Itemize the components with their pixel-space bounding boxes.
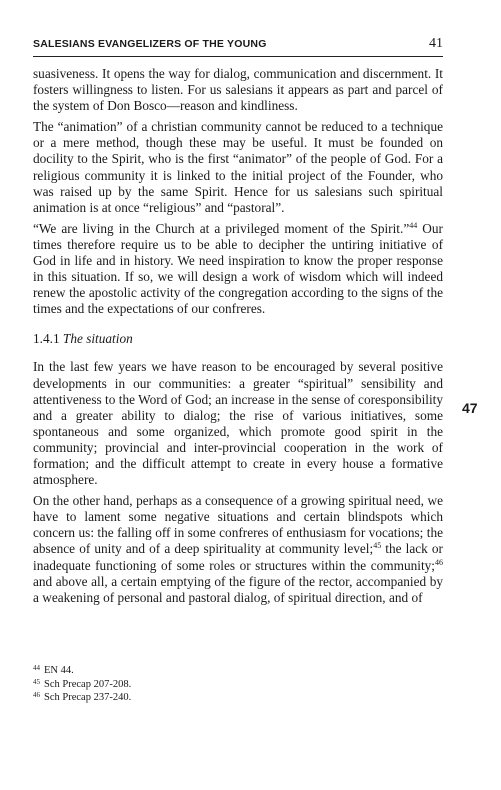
page-body: [33, 66, 443, 611]
footnote-text: Sch Precap 237-240.: [44, 692, 132, 703]
paragraph-3-rest: Our times therefore require us to be able to decipher the untiring initiative of God in life and in history. We need inspiration to know the proper response in this situation. If so, we will design a work of wisdom which will indeed renew the apostolic activity of the congregation according to the signs of the times and the expectations of our confreres.: [33, 220, 443, 317]
footnote-text: EN 44.: [44, 665, 74, 676]
footnote: [33, 678, 443, 692]
page-number: 41: [429, 36, 443, 51]
paragraph-5-part-b: the lack or inadequate functioning of some roles or structures within the community;: [33, 541, 443, 573]
footnote-text: Sch Precap 207-208.: [44, 678, 132, 690]
paragraph-1: suasiveness. It opens the way for dialog, communication and discernment. It fosters willingness to listen. For us salesians it appears as part and parcel of the system of Don Bosco—reason and kindliness.: [33, 66, 443, 114]
footnote-number: 44: [33, 664, 40, 672]
paragraph-5-part-c: and above all, a certain emptying of the figure of the rector, accompanied by a weakening of personal and pastoral dialog, of spiritual direction, and of: [33, 573, 443, 605]
footnotes: [33, 664, 443, 705]
paragraph-2: The “animation” of a christian community cannot be reduced to a technique or a mere method, though these may be useful. It must be founded on docility to the Spirit, who is the first “animator” of the people of God. For a religious community it is linked to the initial project of the Founder, who was raised up by the same Spirit. Hence for us salesians such spiritual animation is at once “religious” and “pastoral”.: [33, 119, 443, 215]
margin-number: 47: [462, 400, 478, 416]
footnote: [33, 664, 443, 678]
footnote-number: 46: [33, 691, 40, 699]
paragraph-5: [33, 493, 443, 606]
page-header: [33, 36, 443, 57]
quote-text: “We are living in the Church at a privileged moment of the Spirit.”: [33, 220, 410, 236]
paragraph-5-part-a: On the other hand, perhaps as a consequence of a growing spiritual need, we have to lament some negative situations and certain blindspots which concern us: the falling off in some confreres of enthusiasm for vocations; the absence of unity and of a deep spirituality at community level;: [33, 493, 443, 557]
running-head: SALESIANS EVANGELIZERS OF THE YOUNG: [33, 38, 267, 50]
section-number: 1.4.1: [33, 331, 60, 347]
section-title: The situation: [62, 331, 133, 347]
footnote-number: 45: [33, 677, 40, 686]
footnote-ref-44: 44: [409, 220, 418, 230]
footnote-ref-46: 46: [435, 557, 443, 567]
paragraph-3: [33, 221, 443, 318]
footnote-ref-45: 45: [373, 541, 382, 551]
footnote: [33, 691, 443, 705]
paragraph-4: In the last few years we have reason to be encouraged by several positive developments in our communities: a greater “spiritual” sensibility and attentiveness to the Word of God; an increase in the sense of coresponsibility and a greater ability to dialog; the rise of various initiatives, some spontaneous and some organized, which promote good spirit in the community; provincial and inter-provincial cooperation in the work of formation; and the difficult attempt to create in every house a formative atmosphere.: [33, 359, 443, 488]
section-heading: [33, 331, 443, 347]
